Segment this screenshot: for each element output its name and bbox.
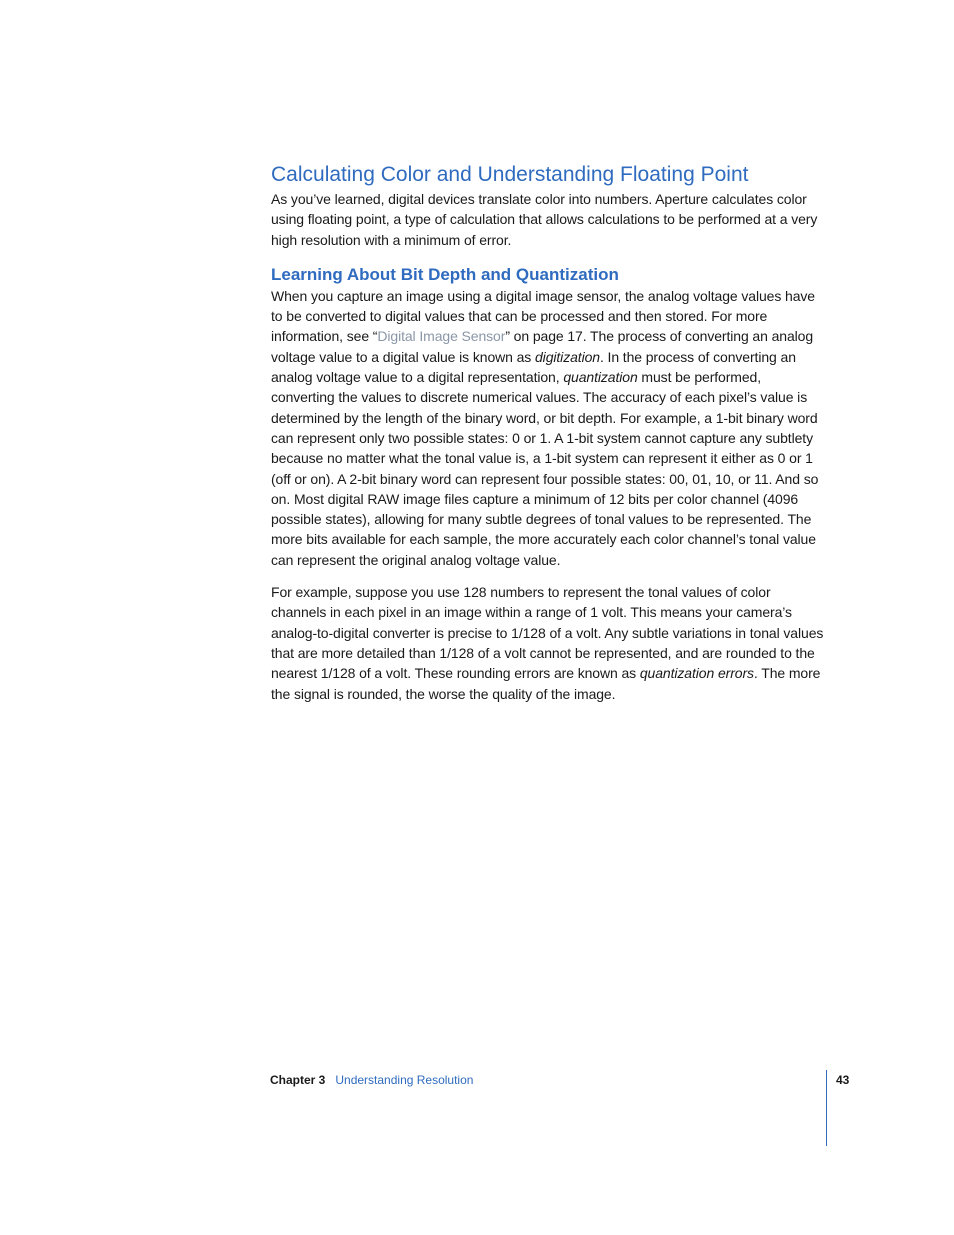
- page-content: [271, 161, 827, 704]
- section-title: Calculating Color and Understanding Floating Point: [271, 163, 749, 186]
- term-quantization-errors: quantization errors: [639, 665, 754, 682]
- section-intro-paragraph: As you’ve learned, digital devices translate color into numbers. Aperture calculates color using floating point, a type of calculation that allows calculations to be performed at a very high resolution with a minimum of error.: [271, 191, 818, 248]
- bit-depth-paragraph: [271, 286, 827, 570]
- chapter-label: Chapter 3: [270, 1073, 326, 1087]
- text-run: ” on page 17. The process of converting an analog voltage value to a digital value is known as: [271, 328, 814, 365]
- text-run: must be performed, converting the values to discrete numerical values. The accuracy of each pixel’s value is determined by the length of the binary word, or bit depth. For example, a 1-bit binary word can represent only two possible states: 0 or 1. A 1-bit system cannot capture any subtlety because no matter what the tonal value is, a 1-bit system can represent it either as 0 or 1 (off or on). A 2-bit binary word can represent four possible states: 00, 01, 10, or 11. And so on. Most digital RAW image files capture a minimum of 12 bits per color channel (4096 possible states), allowing for many subtle degrees of tonal values to be represented. The more bits available for each sample, the more accurately each color channel’s tonal value can represent the original analog voltage value.: [271, 369, 819, 568]
- footer-divider: [826, 1070, 827, 1146]
- text-run: . In the process of converting an analog voltage value to a digital representation,: [271, 348, 796, 386]
- term-digitization: digitization: [535, 348, 600, 365]
- text-run: For example, suppose you use 128 numbers to represent the tonal values of color channels in each pixel in an image within a range of 1 volt. This means your camera’s analog-to-digital converter is precise to 1/128 of a volt. Any subtle variations in tonal values that are more detailed than 1/128 of a volt cannot be represented, and are rounded to the nearest 1/128 of a volt. These rounding errors are known as: [271, 584, 824, 682]
- page-number: 43: [836, 1073, 850, 1087]
- digital-image-sensor-link[interactable]: Digital Image Sensor: [377, 328, 506, 345]
- text-run: . The more the signal is rounded, the worse the quality of the image.: [271, 665, 821, 702]
- text-run: When you capture an image using a digital image sensor, the analog voltage values have to be converted to digital values that can be processed and then stored. For more information, see “: [271, 287, 815, 345]
- chapter-title-link[interactable]: Understanding Resolution: [335, 1073, 474, 1087]
- quantization-example-paragraph: [271, 582, 827, 704]
- page-footer: [270, 1072, 473, 1088]
- subsection-title: Learning About Bit Depth and Quantization: [271, 264, 619, 284]
- term-quantization: quantization: [563, 369, 638, 386]
